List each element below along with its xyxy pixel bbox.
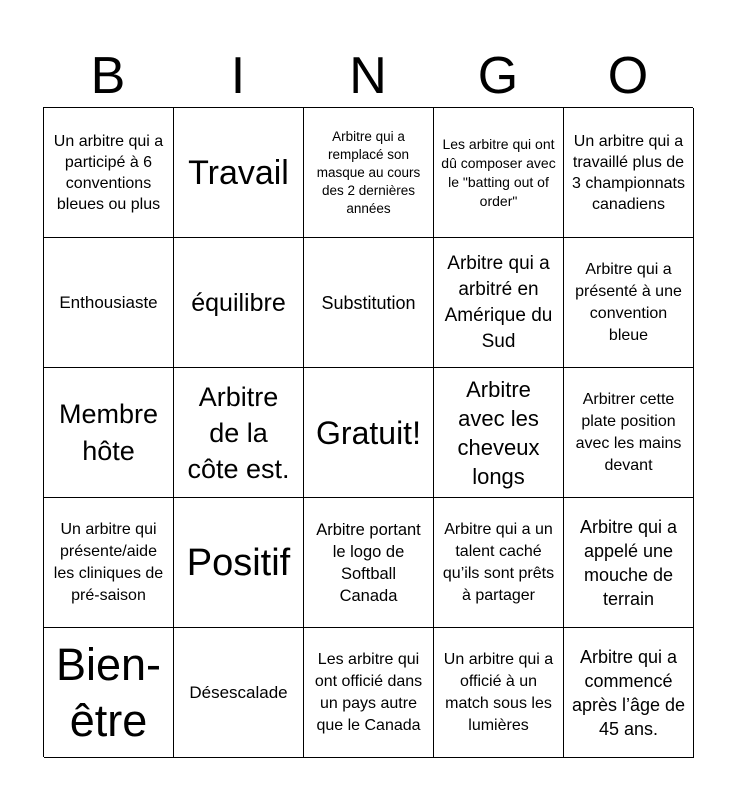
cell-text: Arbitre portant le logo de Softball Canada bbox=[316, 520, 421, 605]
cell-text: Arbitre avec les cheveux longs bbox=[457, 376, 540, 489]
cell-text: Arbitre qui a appelé une mouche de terrain bbox=[579, 516, 678, 609]
cell-text: Membre hôte bbox=[58, 398, 159, 466]
bingo-cell[interactable] bbox=[304, 108, 434, 238]
cell-text: Positif bbox=[186, 541, 291, 584]
bingo-cell[interactable] bbox=[564, 628, 694, 758]
bingo-cell[interactable] bbox=[434, 108, 564, 238]
cell-text: Arbitre qui a commencé après l’âge de 45 ans. bbox=[571, 646, 686, 739]
bingo-cell[interactable] bbox=[564, 108, 694, 238]
cell-text: Arbitre de la côte est. bbox=[187, 381, 290, 484]
bingo-cell[interactable] bbox=[174, 628, 304, 758]
bingo-cell[interactable] bbox=[434, 238, 564, 368]
bingo-cell[interactable] bbox=[304, 368, 434, 498]
cell-text: Travail bbox=[188, 153, 289, 192]
bingo-cell[interactable] bbox=[174, 108, 304, 238]
cell-text: Un arbitre qui a travaillé plus de 3 championnats canadiens bbox=[572, 132, 685, 213]
bingo-cell[interactable] bbox=[434, 498, 564, 628]
bingo-cell[interactable] bbox=[44, 238, 174, 368]
cell-text: Les arbitre qui ont dû composer avec le "batting out of order" bbox=[441, 135, 556, 209]
cell-text: Gratuit! bbox=[316, 414, 421, 451]
header-letter-g: G bbox=[477, 47, 519, 105]
header-letter-o: O bbox=[607, 47, 649, 105]
cell-text: Arbitrer cette plate position avec les mains devant bbox=[575, 390, 682, 474]
bingo-grid bbox=[43, 107, 693, 757]
cell-text: Les arbitre qui ont officié dans un pays autre que le Canada bbox=[314, 650, 423, 734]
bingo-cell[interactable] bbox=[174, 498, 304, 628]
cell-text: Bien-être bbox=[55, 638, 162, 746]
bingo-cell[interactable] bbox=[304, 238, 434, 368]
header-letter-i: I bbox=[230, 47, 246, 105]
bingo-cell[interactable] bbox=[174, 238, 304, 368]
bingo-cell[interactable] bbox=[44, 108, 174, 238]
bingo-cell[interactable] bbox=[174, 368, 304, 498]
bingo-cell[interactable] bbox=[44, 368, 174, 498]
bingo-cell[interactable] bbox=[434, 368, 564, 498]
cell-text: Un arbitre qui a participé à 6 conventions bleues ou plus bbox=[53, 132, 164, 213]
cell-text: Un arbitre qui a officié à un match sous les lumières bbox=[443, 650, 554, 734]
header-letter-n: N bbox=[349, 47, 387, 105]
bingo-cell[interactable] bbox=[564, 498, 694, 628]
cell-text: Arbitre qui a remplacé son masque au cours des 2 dernières années bbox=[316, 128, 421, 216]
bingo-cell[interactable] bbox=[44, 628, 174, 758]
header-letter-b: B bbox=[90, 47, 126, 105]
cell-text: Arbitre qui a présenté à une convention bleue bbox=[575, 260, 682, 344]
bingo-header bbox=[43, 48, 693, 104]
cell-text: Désescalade bbox=[189, 683, 288, 702]
bingo-cell[interactable] bbox=[304, 498, 434, 628]
cell-text: Arbitre qui a un talent caché qu’ils sont prêts à partager bbox=[442, 520, 555, 604]
bingo-cell[interactable] bbox=[564, 238, 694, 368]
bingo-cell[interactable] bbox=[44, 498, 174, 628]
bingo-cell[interactable] bbox=[304, 628, 434, 758]
bingo-cell[interactable] bbox=[564, 368, 694, 498]
bingo-cell[interactable] bbox=[434, 628, 564, 758]
cell-text: équilibre bbox=[191, 288, 286, 317]
cell-text: Substitution bbox=[321, 292, 416, 313]
cell-text: Arbitre qui a arbitré en Amérique du Sud bbox=[444, 252, 553, 352]
cell-text: Un arbitre qui présente/aide les cliniques de pré-saison bbox=[53, 520, 164, 604]
cell-text: Enthousiaste bbox=[59, 293, 158, 312]
